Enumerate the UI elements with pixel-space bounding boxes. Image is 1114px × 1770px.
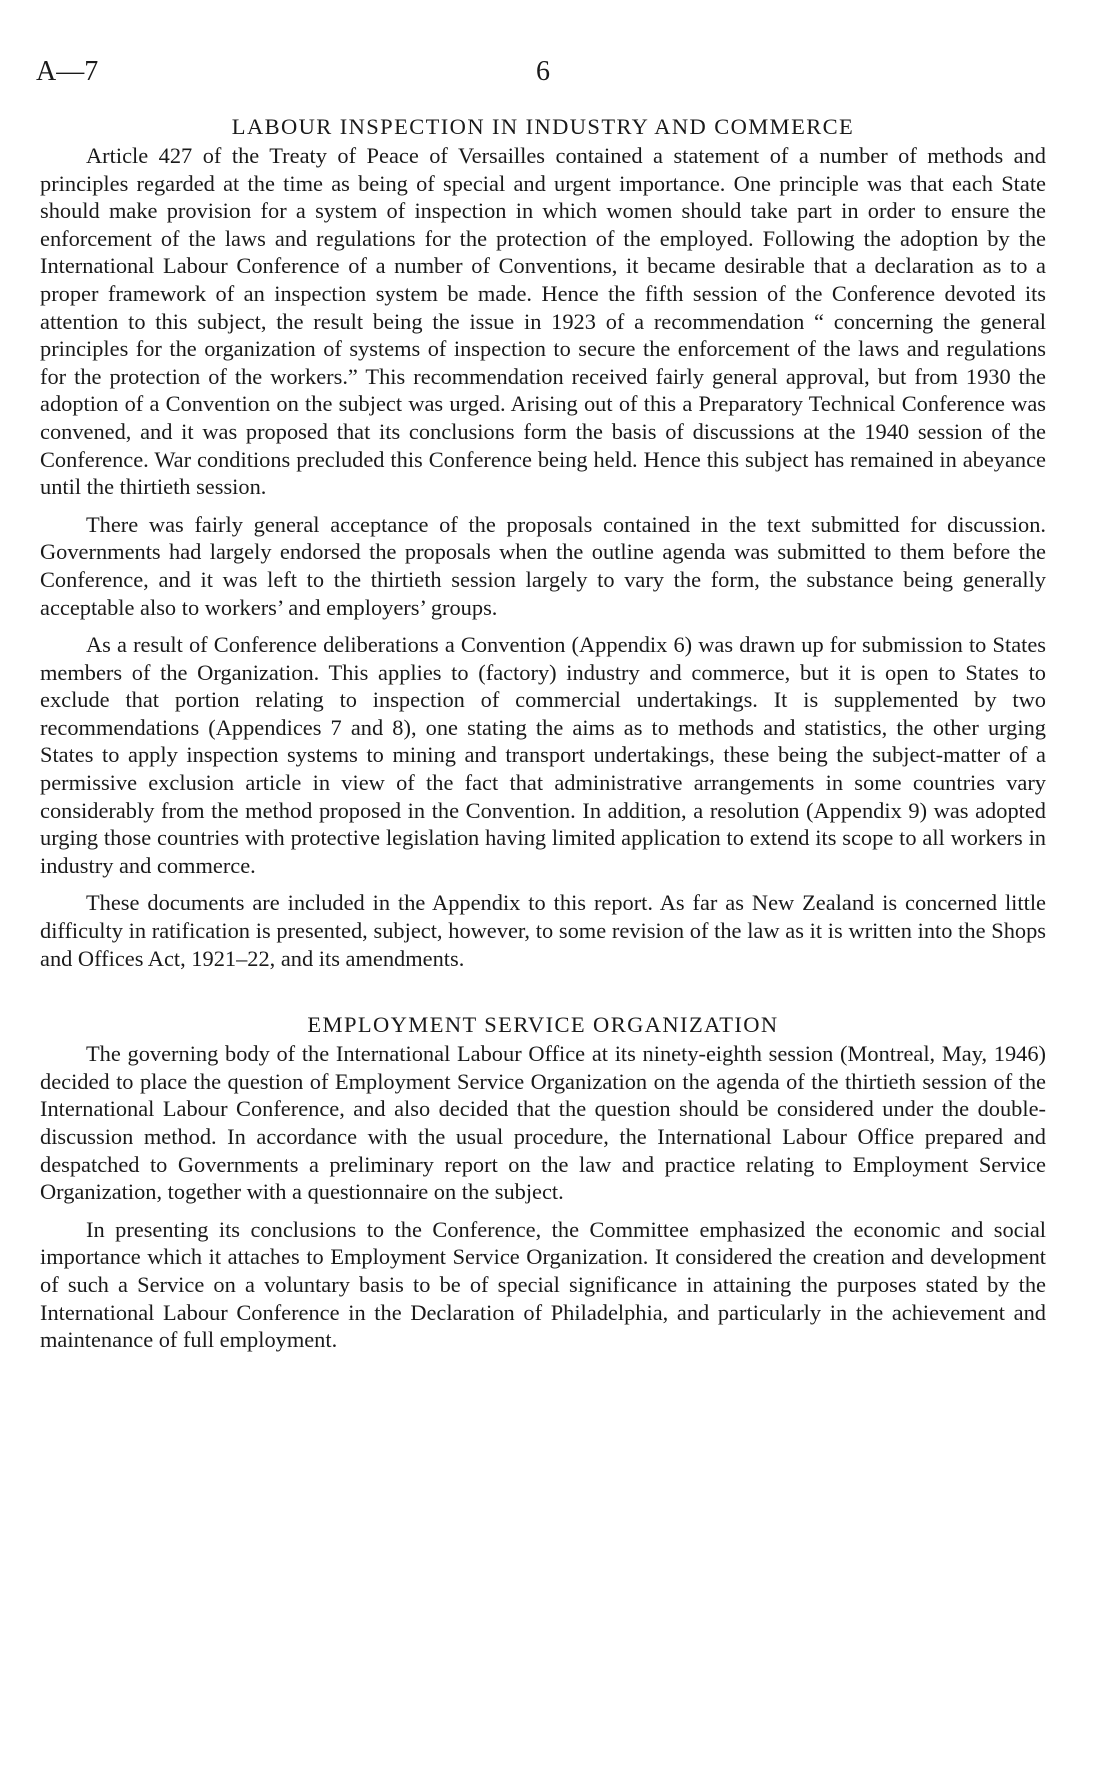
page-header: [36, 52, 1050, 92]
section-employment-service: [40, 1010, 1046, 1354]
paragraph: Article 427 of the Treaty of Peace of Versailles contained a statement of a number of methods and principles regarded at the time as being of special and urgent importance. One principle was that each State should make provision for a system of inspection in which women should take part in order to ensure the enforcement of the laws and regulations for the protection of the employed. Following the adoption by the International Labour Conference of a number of Conventions, it became desirable that a declaration as to a proper framework of an inspection system be made. Hence the fifth session of the Conference devoted its attention to this subject, the result being the issue in 1923 of a recommendation “ concerning the general principles for the organization of systems of inspection to secure the enforcement of the laws and regulations for the protection of the workers.” This recommendation received fairly general approval, but from 1930 the adoption of a Convention on the subject was urged. Arising out of this a Preparatory Technical Conference was convened, and it was proposed that its conclusions form the basis of discussions at the 1940 session of the Conference. War conditions precluded this Conference being held. Hence this subject has remained in abeyance until the thirtieth session.: [40, 143, 1046, 500]
paragraph: In presenting its conclusions to the Conference, the Committee emphasized the economic and social importance which it attaches to Employment Service Organization. It considered the creation and development of such a Service on a voluntary basis to be of special significance in attaining the purposes stated by the International Labour Conference in the Declaration of Philadelphia, and particularly in the achievement and maintenance of full employment.: [40, 1216, 1046, 1353]
paragraph: As a result of Conference deliberations a Convention (Appendix 6) was drawn up for submission to States members of the Organization. This applies to (factory) industry and commerce, but it is open to States to exclude that portion relating to inspection of commercial undertakings. It is supplemented by two recommendations (Appendices 7 and 8), one stating the aims as to methods and statistics, the other urging States to apply inspection systems to mining and transport undertakings, these being the subject-matter of a permissive exclusion article in view of the fact that administrative arrangements in some countries vary considerably from the method proposed in the Convention. In addition, a resolution (Appendix 9) was adopted urging those countries with protective legislation having limited application to extend its scope to all workers in industry and commerce.: [40, 632, 1046, 878]
section-labour-inspection: [40, 112, 1046, 972]
page-content: [40, 112, 1046, 1364]
document-reference: A—7: [36, 56, 99, 87]
paragraph: These documents are included in the Appendix to this report. As far as New Zealand is concerned little difficulty in ratification is presented, subject, however, to some revision of the law as it is written into the Shops and Offices Act, 1921–22, and its amendments.: [40, 890, 1046, 971]
section-heading-labour-inspection: LABOUR INSPECTION IN INDUSTRY AND COMMERCE: [231, 114, 855, 139]
section-heading-employment-service: EMPLOYMENT SERVICE ORGANIZATION: [307, 1012, 779, 1038]
page-number: 6: [536, 56, 550, 87]
paragraph: There was fairly general acceptance of the proposals contained in the text submitted for discussion. Governments had largely endorsed the proposals when the outline agenda was submitted to them before the Conference, and it was left to the thirtieth session largely to vary the form, the substance being generally acceptable also to workers’ and employers’ groups.: [40, 511, 1046, 620]
paragraph: The governing body of the International Labour Office at its ninety-eighth session (Montreal, May, 1946) decided to place the question of Employment Service Organization on the agenda of the thirtieth session of the International Labour Conference, and also decided that the question should be considered under the double-discussion method. In accordance with the usual procedure, the International Labour Office prepared and despatched to Governments a preliminary report on the law and practice relating to Employment Service Organization, together with a questionnaire on the subject.: [40, 1041, 1046, 1205]
